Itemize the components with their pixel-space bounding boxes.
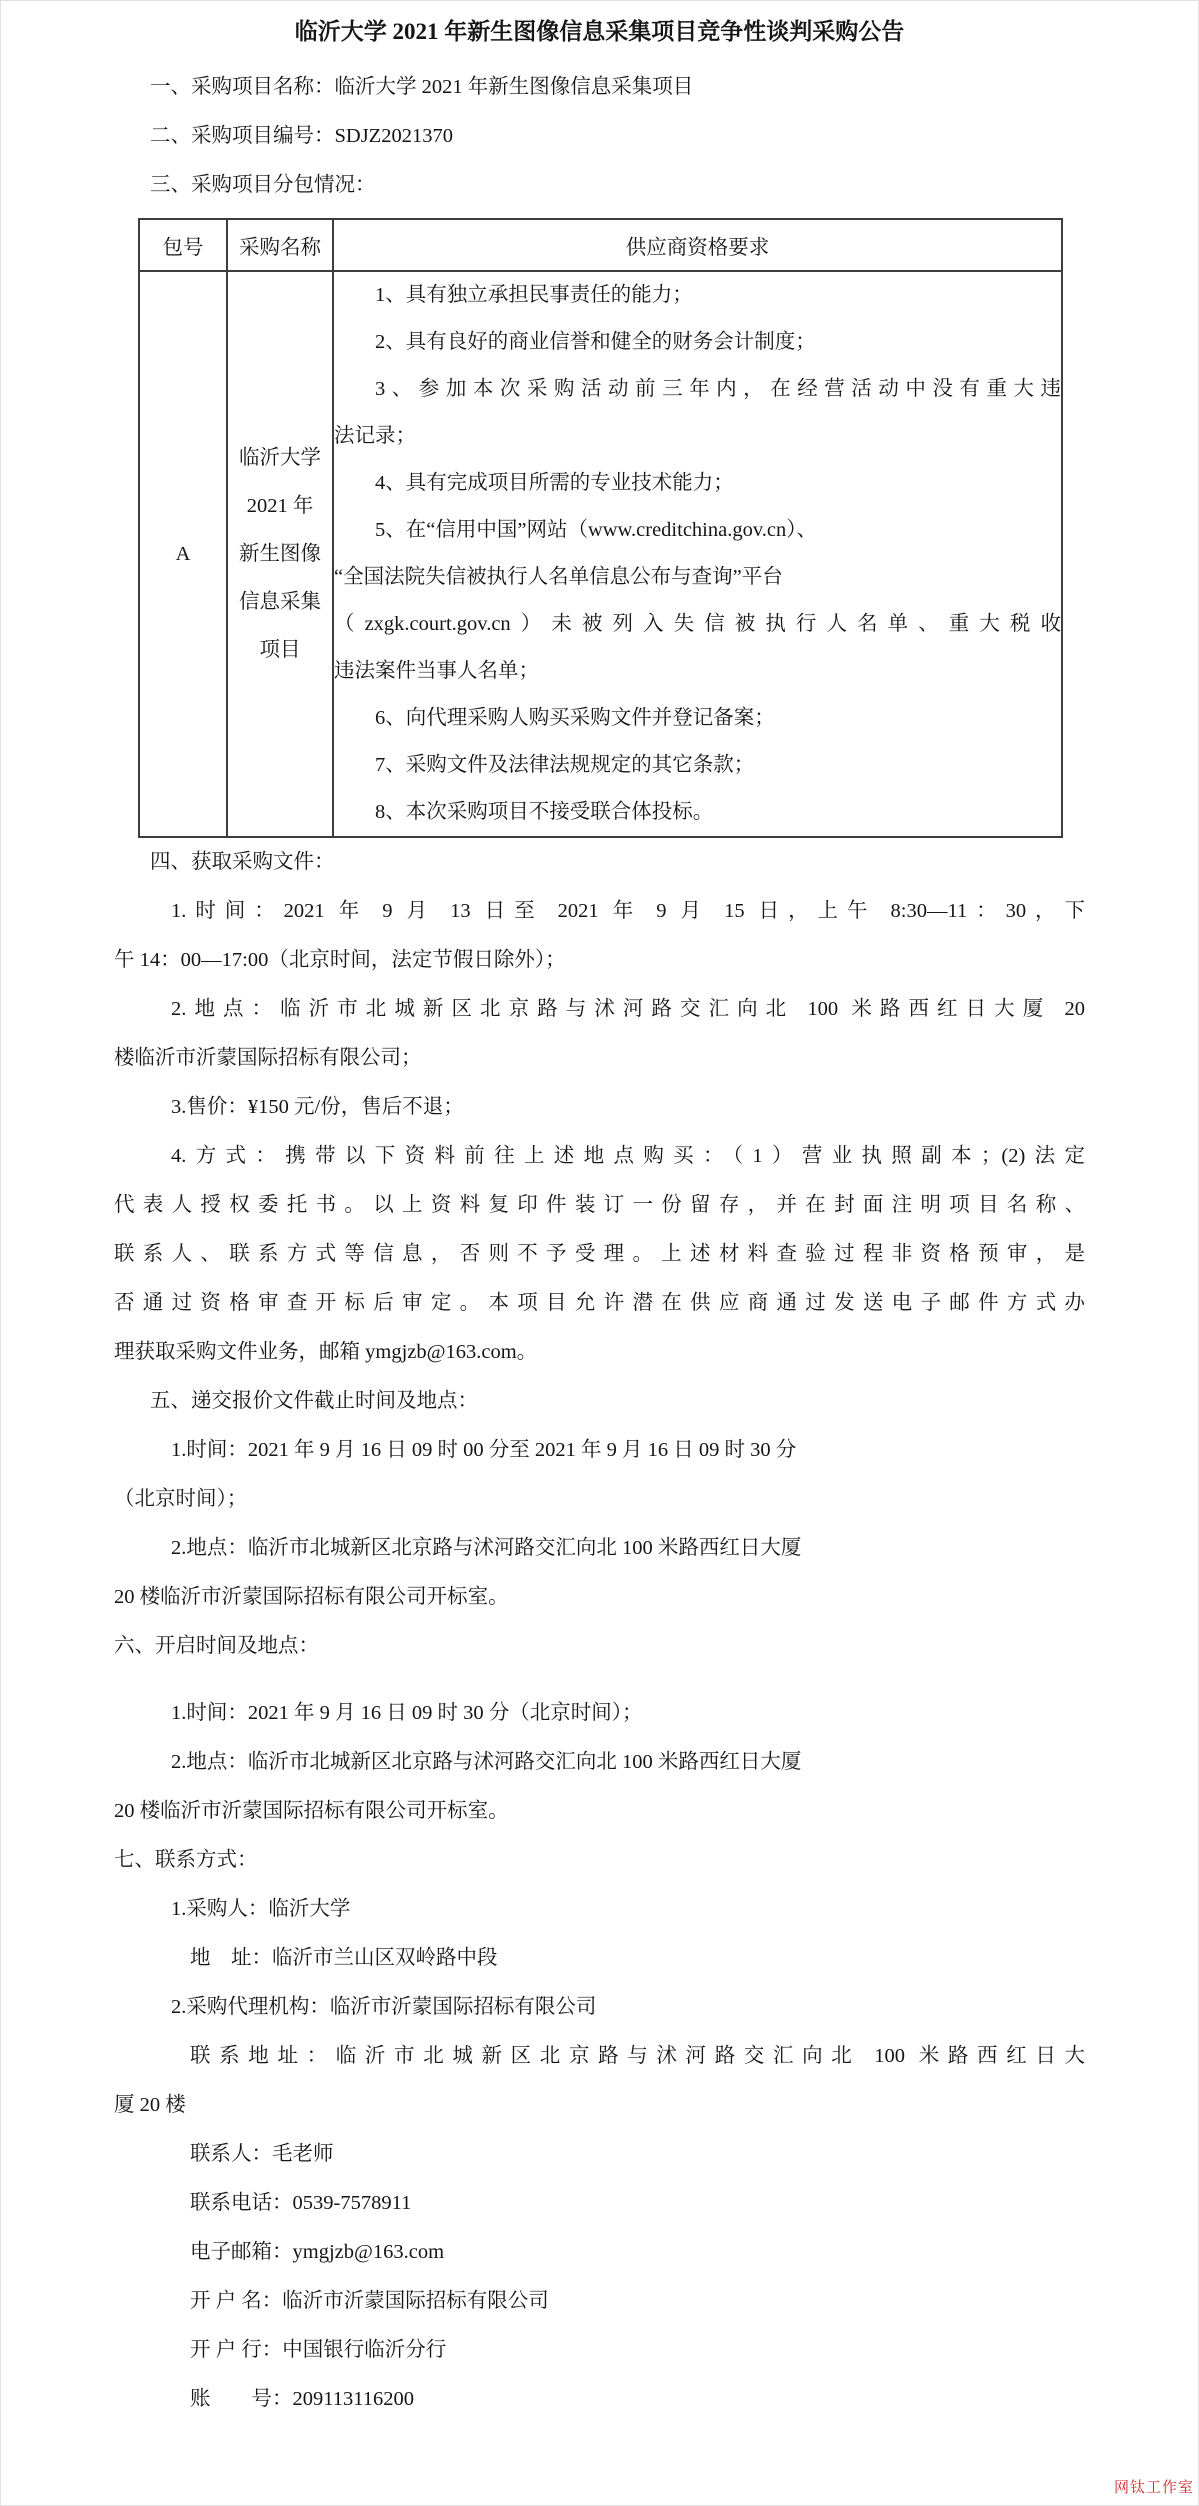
body-line: 联系人、联系方式等信息，否则不予受理。上述材料查验过程非资格预审，是 (114, 1243, 1085, 1265)
requirement-line: 8、本次采购项目不接受联合体投标。 (375, 801, 714, 823)
requirement-line: 4、具有完成项目所需的专业技术能力； (375, 472, 734, 494)
intro-section (114, 63, 1085, 210)
body-line: 1.时间：2021 年 9 月 16 日 09 时 30 分（北京时间）； (171, 1702, 643, 1724)
body-line: （北京时间）； (114, 1488, 248, 1510)
intro-line: 一、采购项目名称：临沂大学 2021 年新生图像信息采集项目 (150, 76, 694, 98)
purchase-name-line: 2021 年 (246, 495, 314, 517)
body-line: 1.采购人：临沂大学 (171, 1898, 351, 1920)
package-no-cell: A (139, 271, 227, 837)
body-line: 1.时间：2021 年 9 月 13 日至 2021 年 9 月 15 日，上午 8:30—11：30，下 (171, 900, 1085, 922)
body-line: 3.售价：¥150 元/份，售后不退； (171, 1096, 464, 1118)
body-line: 七、联系方式： (114, 1849, 258, 1871)
document-title: 临沂大学 2021 年新生图像信息采集项目竞争性谈判采购公告 (294, 19, 905, 44)
package-table-row (139, 271, 1062, 837)
requirement-line: 7、采购文件及法律法规规定的其它条款； (375, 754, 755, 776)
body-line: 四、获取采购文件： (150, 851, 335, 873)
body-line: 联系电话：0539-7578911 (190, 2192, 412, 2214)
body-section (114, 838, 1085, 2424)
requirement-line: （zxgk.court.gov.cn）未被列入失信被执行人名单、重大税收 (334, 613, 1061, 635)
body-line: 20 楼临沂市沂蒙国际招标有限公司开标室。 (114, 1800, 509, 1822)
body-line: 联系地址：临沂市北城新区北京路与沭河路交汇向北 100 米路西红日大 (190, 2045, 1085, 2067)
body-line: 厦 20 楼 (114, 2094, 186, 2116)
package-table-header-row (139, 219, 1062, 271)
requirement-line: 1、具有独立承担民事责任的能力； (375, 284, 693, 306)
body-line: 4.方式：携带以下资料前往上述地点购买：（1）营业执照副本；(2)法定 (171, 1145, 1085, 1167)
intro-line: 三、采购项目分包情况： (150, 174, 376, 196)
body-line: 理获取采购文件业务，邮箱 ymgjzb@163.com。 (114, 1341, 538, 1363)
intro-line: 二、采购项目编号：SDJZ2021370 (150, 125, 453, 147)
body-line: 2.采购代理机构：临沂市沂蒙国际招标有限公司 (171, 1996, 597, 2018)
purchase-name-cell (227, 271, 333, 837)
requirement-line: “全国法院失信被执行人名单信息公布与查询”平台 (334, 566, 783, 588)
body-line: 1.时间：2021 年 9 月 16 日 09 时 00 分至 2021 年 9 月 16 日 09 时 30 分 (171, 1439, 797, 1461)
supplier-qualifications-cell (333, 271, 1062, 837)
body-line: 开 户 行：中国银行临沂分行 (190, 2339, 447, 2361)
purchase-name-line: 新生图像 (239, 543, 321, 565)
body-line: 否通过资格审查开标后审定。本项目允许潜在供应商通过发送电子邮件方式办 (114, 1292, 1085, 1314)
body-line: 地 址：临沂市兰山区双岭路中段 (190, 1947, 498, 1969)
body-line: 电子邮箱：ymgjzb@163.com (190, 2241, 445, 2263)
body-line: 账 号：209113116200 (190, 2388, 414, 2410)
purchase-name-line: 项目 (259, 639, 301, 661)
table-header-package-no: 包号 (139, 219, 227, 271)
package-table (138, 218, 1063, 838)
table-header-purchase-name: 采购名称 (227, 219, 333, 271)
requirement-line: 5、在“信用中国”网站（www.creditchina.gov.cn）、 (375, 519, 817, 541)
body-line: 2.地点：临沂市北城新区北京路与沭河路交汇向北 100 米路西红日大厦 (171, 1751, 802, 1773)
body-line: 楼临沂市沂蒙国际招标有限公司； (114, 1047, 422, 1069)
requirement-line: 6、向代理采购人购买采购文件并登记备案； (375, 707, 775, 729)
requirement-line: 3、参加本次采购活动前三年内，在经营活动中没有重大违 (375, 378, 1061, 400)
body-line: 午 14：00—17:00（北京时间，法定节假日除外）； (114, 949, 566, 971)
body-line: 五、递交报价文件截止时间及地点： (150, 1390, 478, 1412)
body-line: 2.地点：临沂市北城新区北京路与沭河路交汇向北 100 米路西红日大厦 20 (171, 998, 1085, 1020)
watermark: 网钛工作室 (1113, 2480, 1194, 2496)
body-line: 20 楼临沂市沂蒙国际招标有限公司开标室。 (114, 1586, 509, 1608)
body-line: 六、开启时间及地点： (114, 1635, 319, 1657)
requirement-line: 2、具有良好的商业信誉和健全的财务会计制度； (375, 331, 816, 353)
body-line: 2.地点：临沂市北城新区北京路与沭河路交汇向北 100 米路西红日大厦 (171, 1537, 802, 1559)
body-line: 联系人：毛老师 (190, 2143, 334, 2165)
purchase-name-line: 临沂大学 (239, 447, 321, 469)
requirement-line: 法记录； (334, 425, 416, 447)
purchase-name-line: 信息采集 (239, 591, 321, 613)
requirement-line: 违法案件当事人名单； (334, 660, 539, 682)
body-line: 开 户 名：临沂市沂蒙国际招标有限公司 (190, 2290, 549, 2312)
table-header-supplier-qualifications: 供应商资格要求 (333, 219, 1062, 271)
body-line: 代表人授权委托书。以上资料复印件装订一份留存，并在封面注明项目名称、 (114, 1194, 1085, 1216)
